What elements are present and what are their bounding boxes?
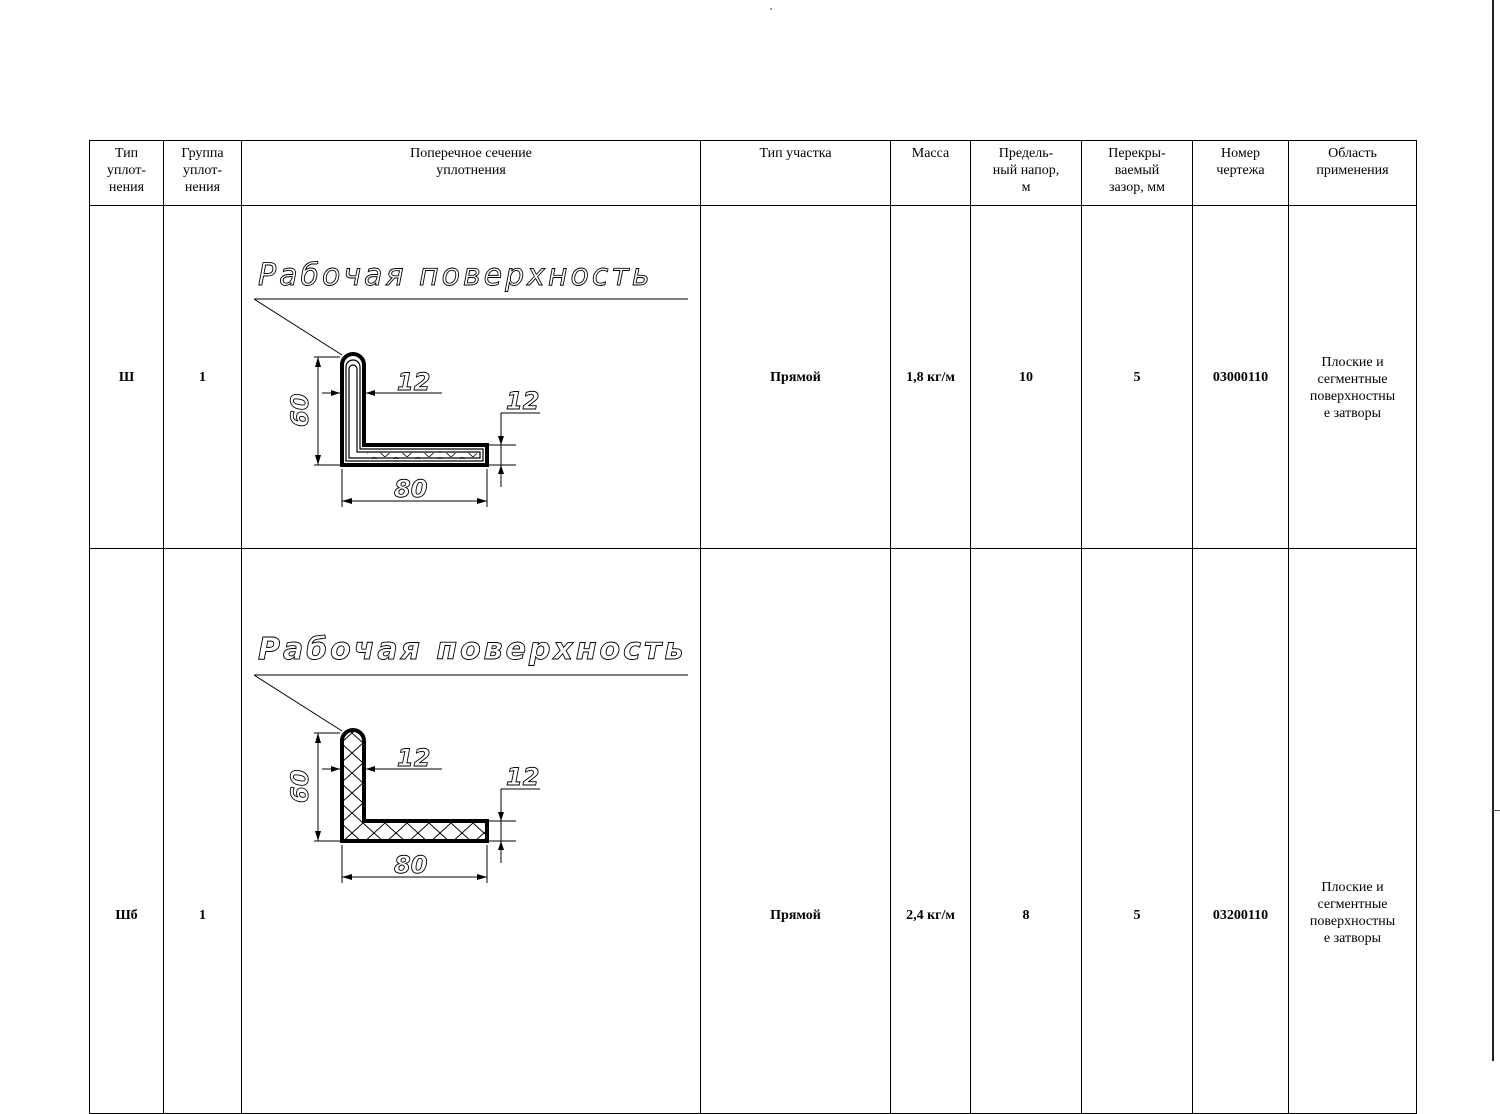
seals-table (89, 140, 1417, 1114)
cell-cross-section (242, 206, 701, 549)
cell-cross-section (242, 549, 701, 1114)
dim-height-label: 60 (286, 393, 314, 427)
cell-drawing-number: 03200110 (1193, 549, 1289, 1114)
cell-gap: 5 (1082, 206, 1193, 549)
cell-max-head: 8 (971, 549, 1082, 1114)
leader-line (254, 299, 342, 355)
dim-width-label: 80 (394, 851, 428, 879)
header-seal-type: Тип уплот- нения (90, 141, 164, 206)
cell-application: Плоские и сегментные поверхностны е затворы (1289, 206, 1417, 549)
cell-section-type: Прямой (701, 206, 891, 549)
dim-right-label: 12 (506, 387, 540, 415)
scan-edge-tick (1492, 810, 1500, 811)
dim-width-label: 80 (394, 475, 428, 503)
caption-working-surface: Рабочая поверхность (258, 633, 687, 667)
header-section-type: Тип участка (701, 141, 891, 206)
cell-mass: 1,8 кг/м (891, 206, 971, 549)
dim-top-label: 12 (397, 368, 431, 396)
cell-gap: 5 (1082, 549, 1193, 1114)
cell-seal-group: 1 (164, 549, 242, 1114)
caption-working-surface: Рабочая поверхность (258, 258, 653, 293)
cell-section-type: Прямой (701, 549, 891, 1114)
dim-right-label: 12 (506, 763, 540, 791)
header-gap: Перекры- ваемый зазор, мм (1082, 141, 1193, 206)
cell-seal-group: 1 (164, 206, 242, 549)
cell-max-head: 10 (971, 206, 1082, 549)
header-mass: Масса (891, 141, 971, 206)
header-drawing-number: Номер чертежа (1193, 141, 1289, 206)
scan-speck (770, 8, 772, 10)
header-application: Область применения (1289, 141, 1417, 206)
table-row (90, 549, 1417, 1114)
header-cross-section: Поперечное сечение уплотнения (242, 141, 701, 206)
seal-profile-drawing-2 (242, 633, 701, 1029)
seal-profile-drawing-1 (242, 217, 701, 537)
cell-application: Плоские и сегментные поверхностны е затворы (1289, 549, 1417, 1114)
dim-height-label: 60 (286, 769, 314, 803)
dim-top-label: 12 (397, 744, 431, 772)
cell-drawing-number: 03000110 (1193, 206, 1289, 549)
cell-seal-type: Шб (90, 549, 164, 1114)
seal-profile-hatching (367, 453, 477, 459)
cell-seal-type: Ш (90, 206, 164, 549)
leader-line (254, 675, 342, 731)
header-seal-group: Группа уплот- нения (164, 141, 242, 206)
header-row (90, 141, 1417, 206)
table-row (90, 206, 1417, 549)
cell-mass: 2,4 кг/м (891, 549, 971, 1114)
header-max-head: Предель- ный напор, м (971, 141, 1082, 206)
scan-edge-line (1492, 0, 1494, 1061)
